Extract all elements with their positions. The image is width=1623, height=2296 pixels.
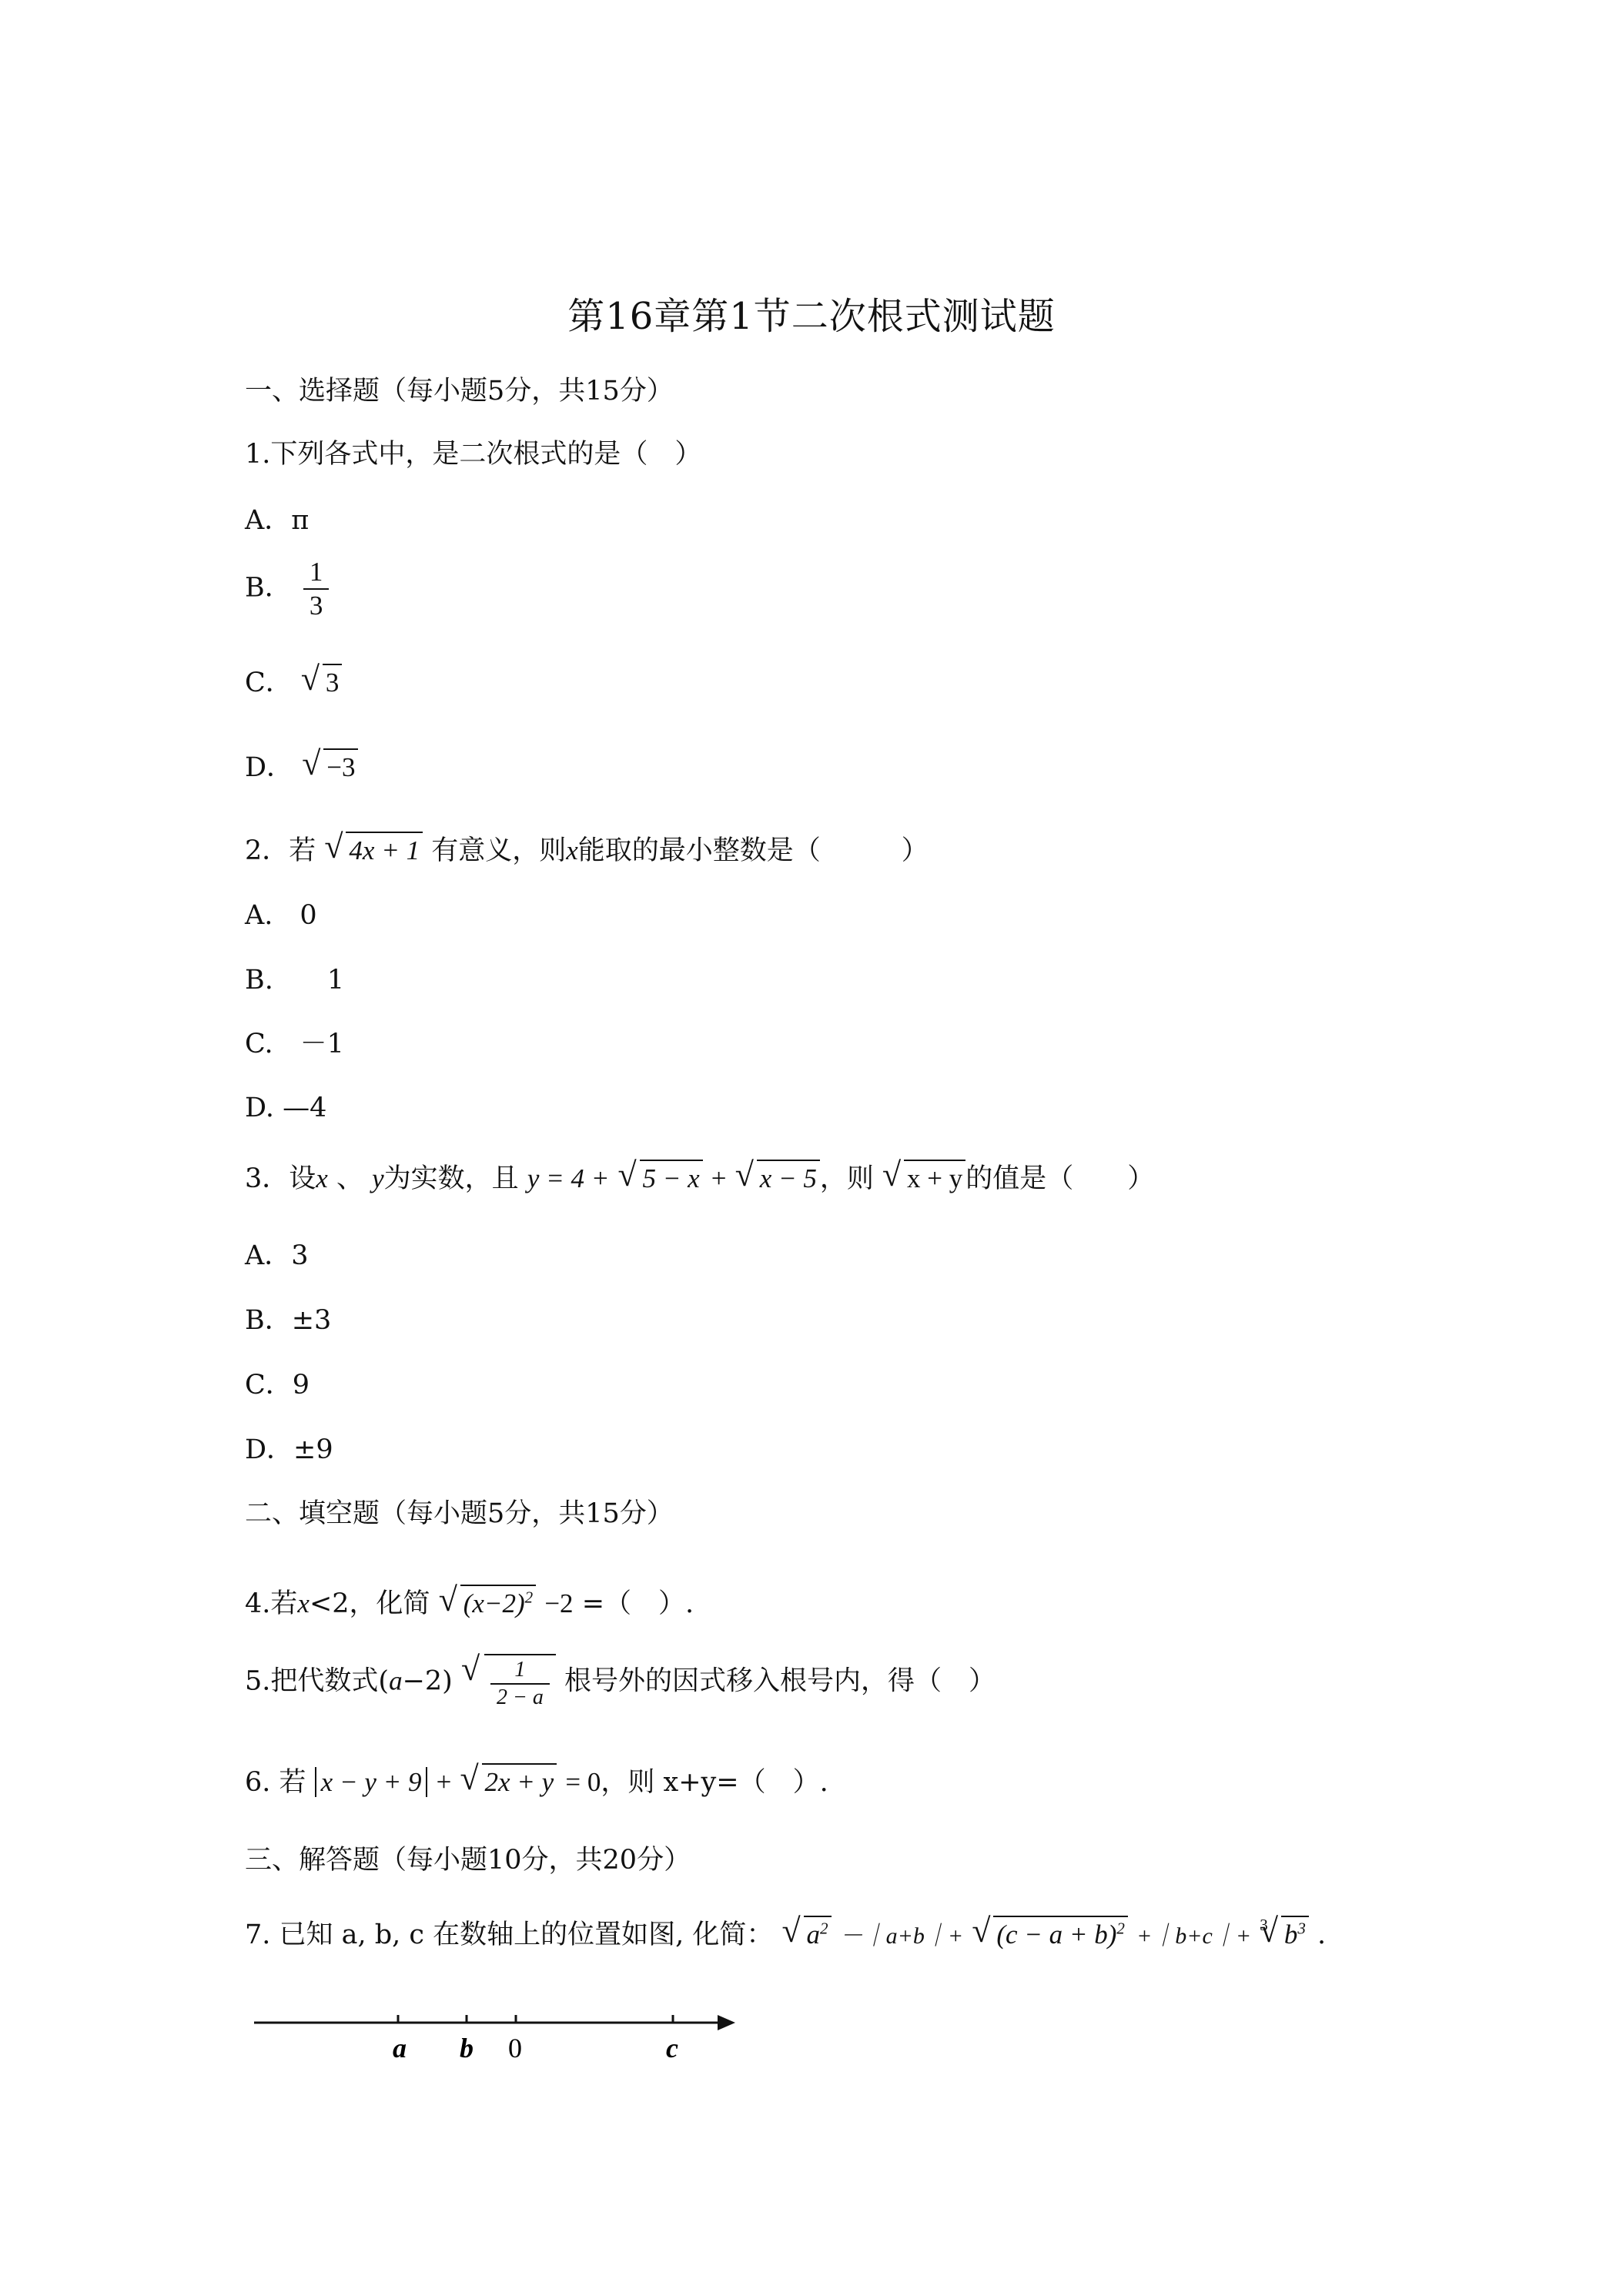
radicand (484, 1654, 556, 1710)
radicand: 3 (323, 664, 343, 699)
q6-pre: 6. 若 (245, 1767, 306, 1798)
radicand: 2x + y (482, 1763, 557, 1799)
q3-option-a: A．3 (245, 1240, 309, 1271)
q2-var: x (566, 835, 578, 865)
q3-mid2: ，则 (819, 1163, 874, 1194)
radicand: x + y (904, 1160, 965, 1195)
q3-tail: 的值是（ ） (965, 1163, 1155, 1194)
radicand: 5 − x (640, 1160, 703, 1195)
q7-pre: 7. 已知 a, b, c 在数轴上的位置如图, 化简： (245, 1919, 774, 1950)
q4-cond2: <2，化简 (309, 1588, 430, 1619)
section-choice: 一、选择题（每小题5分，共15分） (245, 376, 674, 407)
sqrt-symbol (302, 748, 358, 784)
q4-pre: 4.若 (245, 1588, 298, 1619)
q1-stem: 1.下列各式中，是二次根式的是（ ） (245, 439, 702, 470)
number-line-arrow (718, 2015, 735, 2030)
q2-option-a: A. 0 (245, 900, 317, 931)
q1-option-a: A．π (245, 505, 310, 536)
q5-stem (245, 1654, 996, 1710)
cube-root-symbol (1260, 1916, 1309, 1951)
q7-r3-exponent: 3 (1297, 1919, 1306, 1938)
q4-exponent: 2 (524, 1588, 534, 1607)
label-c: c (666, 2033, 678, 2063)
q4-minus: −2 (544, 1588, 574, 1618)
page-title: 第16章第1节二次根式测试题 (567, 295, 1056, 338)
q3-option-d: D．±9 (245, 1434, 333, 1465)
q3-plus: + (711, 1163, 727, 1193)
q3-option-b: B．±3 (245, 1305, 332, 1336)
q2-option-d: D. —4 (245, 1093, 327, 1123)
label-a: a (393, 2033, 407, 2063)
section-fill: 二、填空题（每小题5分，共15分） (245, 1498, 674, 1529)
q3-sep: 、 (336, 1163, 363, 1194)
label-b: b (460, 2033, 474, 2063)
sqrt-symbol (618, 1160, 703, 1195)
sqrt-symbol (972, 1916, 1128, 1951)
q1-option-c (245, 664, 342, 699)
q7-r2-exponent: 2 (1116, 1919, 1125, 1938)
q5-tail: 根号外的因式移入根号内，得（ ） (564, 1665, 996, 1697)
fraction-numerator: √ 1 (490, 1657, 550, 1685)
sqrt-symbol (735, 1160, 820, 1195)
radicand: −3 (323, 748, 358, 784)
q2-option-b: B. 1 (245, 965, 345, 996)
q1-option-b-label: B． (245, 572, 292, 604)
q2-stem (245, 832, 929, 867)
q4-stem (245, 1585, 694, 1620)
q1-option-d (245, 748, 358, 784)
q2-post: 有意义，则 (431, 835, 567, 866)
radicand (804, 1916, 832, 1951)
q1-option-d-label: D． (245, 752, 294, 783)
q1-option-c-label: C． (245, 668, 293, 698)
q2-option-c: C. －1 (245, 1029, 344, 1059)
q3-pre: 3．设 (245, 1163, 316, 1194)
q3-mid: 为实数，且 (383, 1163, 519, 1194)
sqrt-symbol (301, 664, 343, 699)
q7-part3: +｜b+c｜+ (1136, 1923, 1252, 1949)
q7-r2-base: (c − a + b) (996, 1919, 1117, 1950)
q4-tail: =（ ）. (581, 1588, 694, 1619)
q1-option-b-fraction (303, 556, 330, 622)
q4-radicand-base: (x−2) (463, 1588, 525, 1618)
radicand (460, 1585, 536, 1620)
q3-stem (245, 1160, 1154, 1195)
q6-absolute-value: x − y + 9 (315, 1767, 428, 1797)
radicand: 4x + 1 (346, 832, 423, 867)
q7-stem (245, 1916, 1326, 1951)
q5-pre: 5.把代数式( (245, 1665, 390, 1697)
sqrt-symbol (782, 1916, 832, 1951)
q5-fraction (490, 1657, 550, 1710)
sqrt-symbol (461, 1654, 556, 1710)
sqrt-symbol (882, 1160, 965, 1195)
q3-option-c: C．9 (245, 1370, 310, 1401)
q6-eq: = 0 (565, 1767, 601, 1797)
radicand: x − 5 (757, 1160, 820, 1195)
fraction-denominator: 3 (309, 591, 323, 621)
q7-part2: －｜a+b｜+ (839, 1923, 964, 1949)
q6-stem (245, 1763, 828, 1799)
q7-root-index: 3 (1260, 1916, 1268, 1935)
sqrt-symbol (439, 1585, 536, 1620)
sqrt-symbol (324, 832, 423, 867)
q6-tail: ，则 x+y=（ ）. (601, 1767, 828, 1798)
radicand (993, 1916, 1128, 1951)
q7-r1-exponent: 2 (820, 1919, 828, 1938)
number-line (246, 1998, 755, 2075)
section-answer: 三、解答题（每小题10分，共20分） (245, 1845, 691, 1876)
fraction-numerator: 1 (303, 556, 330, 590)
q5-a: a (389, 1665, 403, 1696)
q7-r1-base: a (806, 1919, 821, 1950)
label-0: 0 (508, 2033, 522, 2063)
q1-option-b (245, 556, 332, 622)
q7-r3-base: b (1283, 1919, 1298, 1950)
radicand (1281, 1916, 1309, 1951)
q3-y: y (372, 1163, 384, 1193)
q3-x: x (316, 1163, 328, 1193)
q4-cond: x (297, 1588, 310, 1618)
q3-expr-lead: y = 4 + (527, 1163, 610, 1193)
sqrt-symbol (460, 1763, 557, 1799)
q2-tail: 能取的最小整数是（ ） (577, 835, 929, 866)
q6-plus: + (436, 1767, 452, 1797)
q2-pre: 2．若 (245, 835, 316, 866)
q5-pre2: −2) (402, 1665, 453, 1697)
fraction-denominator: 2 − a (496, 1685, 544, 1709)
q7-end: . (1317, 1919, 1327, 1950)
